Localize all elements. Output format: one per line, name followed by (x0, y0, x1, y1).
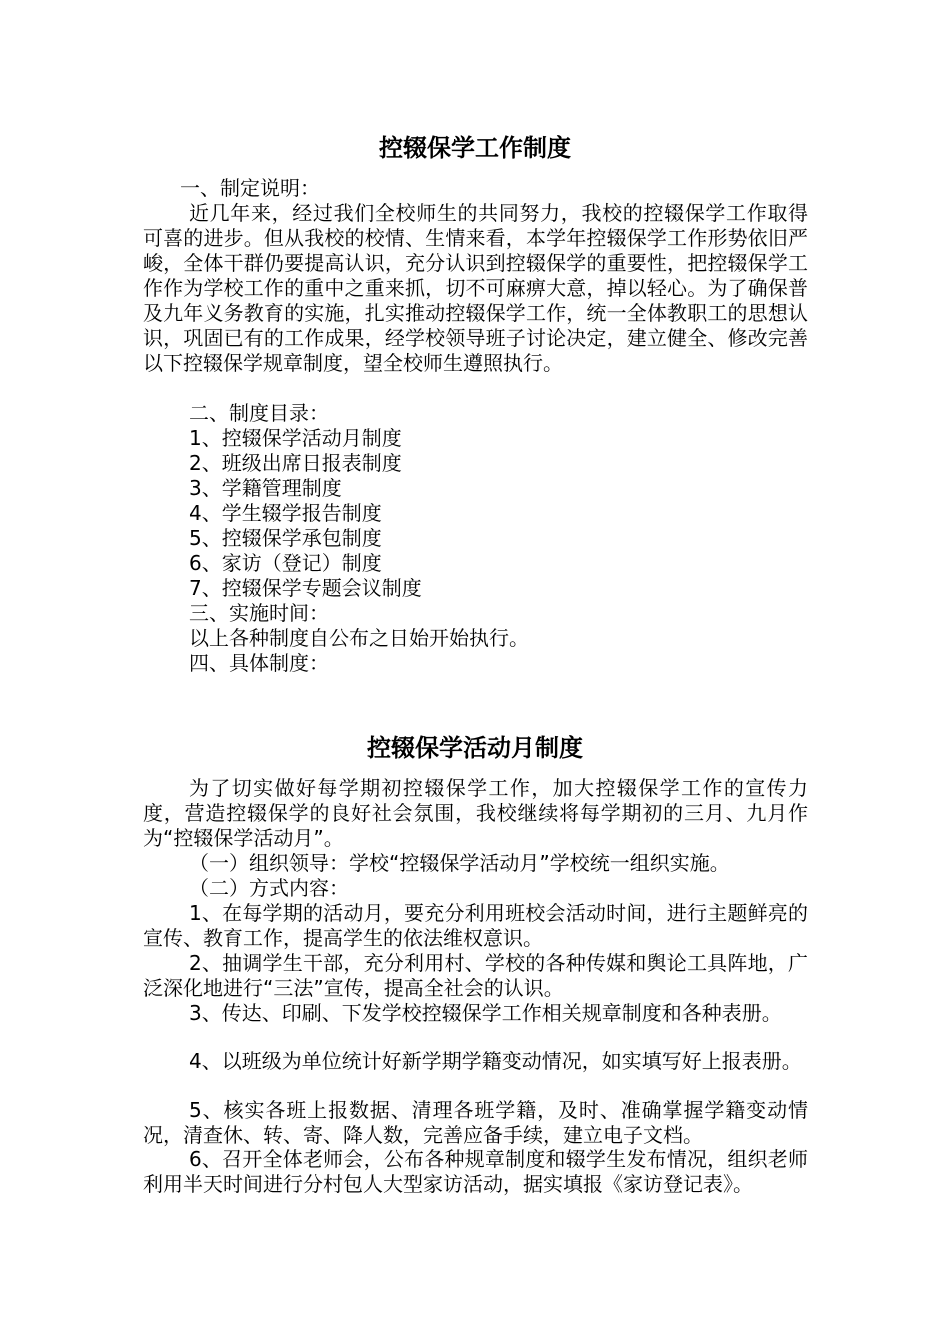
catalog-item: 5、控辍保学承包制度 (189, 526, 382, 550)
catalog-item: 3、学籍管理制度 (189, 476, 342, 500)
heading-time: 三、实施时间： (189, 601, 329, 625)
heading-explain: 一、制定说明： (180, 176, 320, 200)
catalog-item: 6、家访（登记）制度 (189, 551, 382, 575)
method-item: 1、在每学期的活动月，要充分利用班校会活动时间，进行主题鲜亮的宣传、教育工作，提高学生的依法维权意识。 (143, 901, 808, 950)
method-item: 4、以班级为单位统计好新学期学籍变动情况，如实填写好上报表册。 (189, 1049, 802, 1073)
method-item: 3、传达、印刷、下发学校控辍保学工作相关规章制度和各种表册。 (189, 1001, 782, 1025)
catalog-item: 7、控辍保学专题会议制度 (189, 576, 422, 600)
method-heading: （二）方式内容： (189, 876, 349, 900)
section-intro-paragraph: 为了切实做好每学期初控辍保学工作，加大控辍保学工作的宣传力度，营造控辍保学的良好社会氛围，我校继续将每学期初的三月、九月作为“控辍保学活动月”。 (143, 776, 808, 850)
method-item: 2、抽调学生干部，充分利用村、学校的各种传媒和舆论工具阵地，广泛深化地进行“三法”宣传，提高全社会的认识。 (143, 951, 808, 1000)
catalog-item: 2、班级出席日报表制度 (189, 451, 402, 475)
catalog-item: 4、学生辍学报告制度 (189, 501, 382, 525)
heading-detail: 四、具体制度： (189, 651, 329, 675)
section-title: 控辍保学活动月制度 (367, 734, 583, 762)
method-item: 5、核实各班上报数据、清理各班学籍，及时、准确掌握学籍变动情况，清查休、转、寄、降人数，完善应备手续，建立电子文档。 (143, 1098, 808, 1147)
heading-catalog: 二、制度目录： (189, 401, 329, 425)
method-item: 6、召开全体老师会，公布各种规章制度和辍学生发布情况，组织老师利用半天时间进行分村包人大型家访活动，据实填报《家访登记表》。 (143, 1147, 808, 1196)
catalog-item: 1、控辍保学活动月制度 (189, 426, 402, 450)
page-title: 控辍保学工作制度 (379, 134, 571, 162)
org-line: （一）组织领导：学校“控辍保学活动月”学校统一组织实施。 (189, 851, 730, 875)
intro-paragraph: 近几年来，经过我们全校师生的共同努力，我校的控辍保学工作取得可喜的进步。但从我校的校情、生情来看，本学年控辍保学工作形势依旧严峻，全体干群仍要提高认识，充分认识到控辍保学的重要性，把控辍保学工作作为学校工作的重中之重来抓，切不可麻痹大意，掉以轻心。为了确保普及九年义务教育的实施，扎实推动控辍保学工作，统一全体教职工的思想认识，巩固已有的工作成果，经学校领导班子讨论决定，建立健全、修改完善以下控辍保学规章制度，望全校师生遵照执行。 (143, 201, 808, 375)
time-text: 以上各种制度自公布之日始开始执行。 (189, 626, 529, 650)
